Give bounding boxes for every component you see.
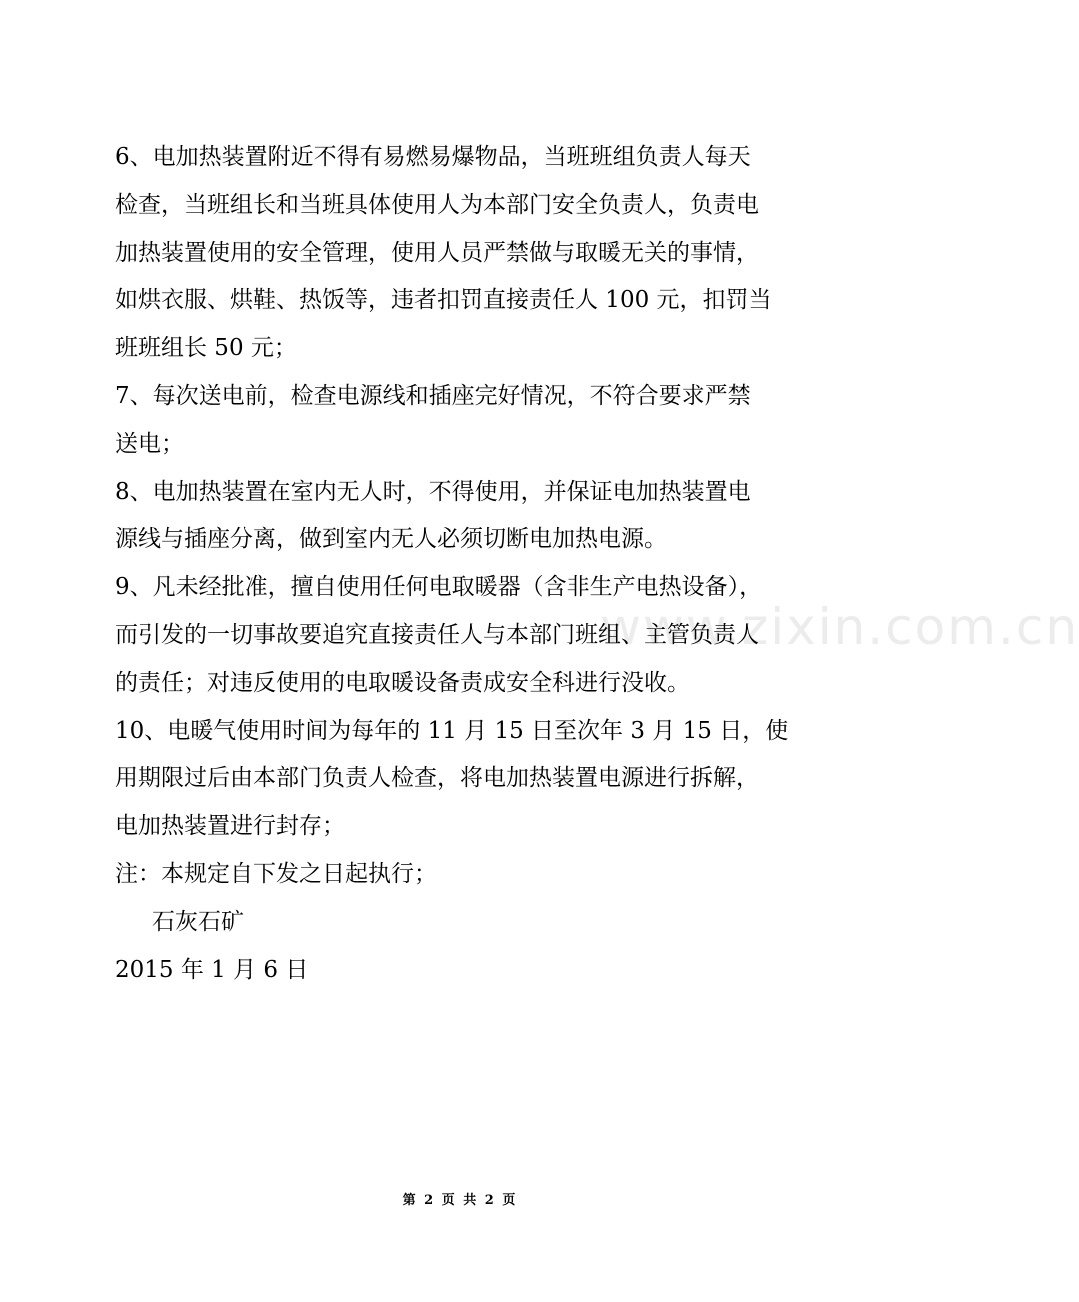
text-line: 检查，当班组长和当班具体使用人为本部门安全负责人，负责电 [115, 191, 759, 218]
text-line: 送电； [115, 430, 184, 457]
page-footer: 第 2 页 共 2 页 [402, 1193, 518, 1208]
text-line: 用期限过后由本部门负责人检查，将电加热装置电源进行拆解， [115, 765, 759, 792]
text-line: 如烘衣服、烘鞋、热饭等，违者扣罚直接责任人 100 元，扣罚当 [115, 287, 772, 314]
text-line: 7、每次送电前，检查电源线和插座完好情况，不符合要求严禁 [115, 382, 751, 409]
text-line: 源线与插座分离，做到室内无人必须切断电加热电源。 [115, 526, 667, 553]
text-line: 10、电暖气使用时间为每年的 11 月 15 日至次年 3 月 15 日，使 [115, 717, 789, 744]
clause-10 [115, 708, 815, 851]
text-line: 班班组长 50 元； [115, 335, 297, 362]
text-line: 的责任；对违反使用的电取暖设备责成安全科进行没收。 [115, 669, 690, 696]
clause-9 [115, 564, 815, 707]
clause-7 [115, 373, 815, 469]
text-line: 9、凡未经批准，擅自使用任何电取暖器（含非生产电热设备）， [115, 574, 763, 601]
document-body [115, 134, 815, 994]
text-line: 加热装置使用的安全管理，使用人员严禁做与取暖无关的事情， [115, 239, 759, 266]
signature-org: 石灰石矿 [152, 908, 244, 935]
text-line: 而引发的一切事故要追究直接责任人与本部门班组、主管负责人 [115, 621, 759, 648]
clause-8 [115, 469, 815, 565]
watermark: www.zixin.com.cn [600, 598, 1079, 656]
clause-6 [115, 134, 815, 373]
text-line: 8、电加热装置在室内无人时，不得使用，并保证电加热装置电 [115, 478, 751, 505]
text-line: 6、电加热装置附近不得有易燃易爆物品，当班班组负责人每天 [115, 144, 751, 170]
signature-date: 2015 年 1 月 6 日 [115, 956, 309, 983]
note-line: 注：本规定自下发之日起执行； [115, 860, 437, 887]
text-line: 电加热装置进行封存； [115, 813, 345, 840]
